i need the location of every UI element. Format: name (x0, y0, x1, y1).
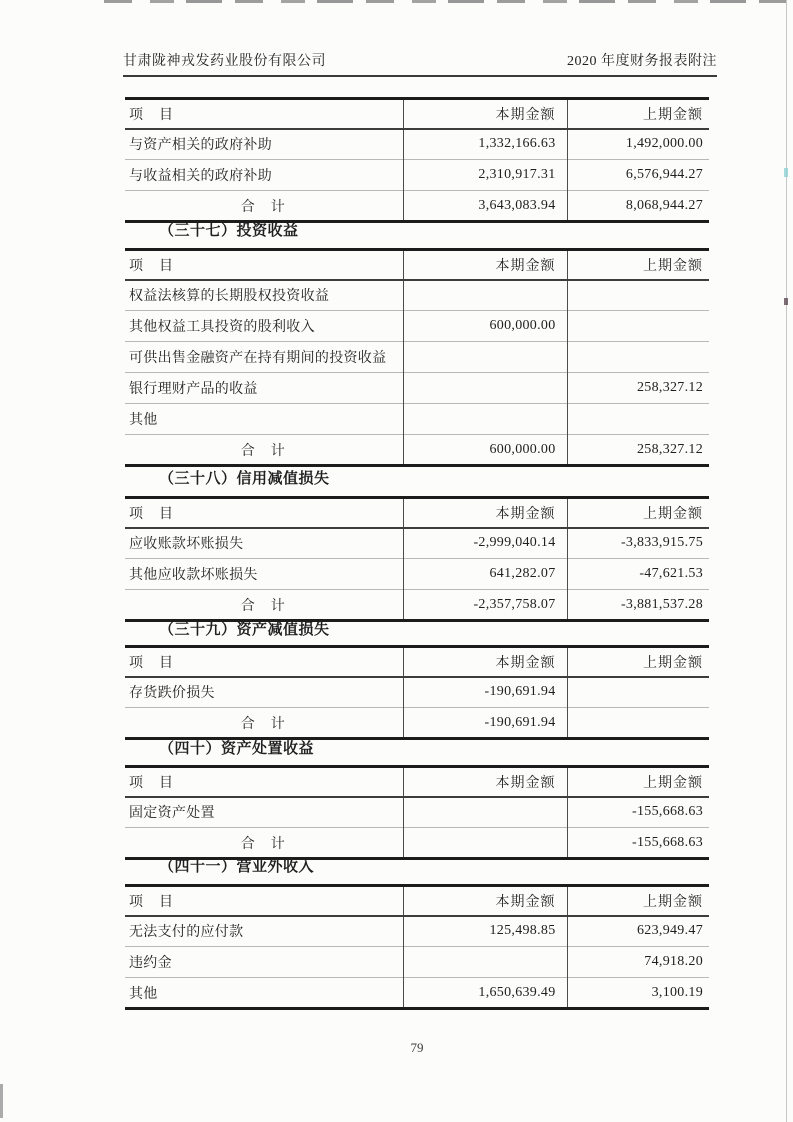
current-amount-cell: -190,691.94 (403, 677, 567, 708)
prior-amount-cell: 3,100.19 (567, 978, 709, 1009)
prior-amount-cell: 8,068,944.27 (567, 191, 709, 222)
current-amount-cell: 600,000.00 (403, 311, 567, 342)
table-row (125, 160, 709, 191)
current-amount-cell: -2,999,040.14 (403, 528, 567, 559)
table-header-row (125, 250, 709, 280)
col-header-item: 项 目 (125, 886, 403, 916)
table-header-row (125, 886, 709, 916)
table-asset-impairment-loss (125, 645, 709, 740)
prior-amount-cell: 623,949.47 (567, 916, 709, 947)
current-amount-cell: -2,357,758.07 (403, 590, 567, 621)
col-header-prior: 上期金额 (567, 498, 709, 528)
table-asset-disposal-income (125, 765, 709, 860)
current-amount-cell (403, 828, 567, 859)
col-header-current: 本期金额 (403, 767, 567, 797)
table-row (125, 559, 709, 590)
current-amount-cell (403, 947, 567, 978)
item-cell: 合 计 (125, 435, 403, 466)
scan-artifact-top-dashes (104, 0, 793, 3)
total-row (125, 708, 709, 739)
item-cell: 应收账款坏账损失 (129, 537, 244, 553)
table-row (125, 528, 709, 559)
current-amount-cell (403, 404, 567, 435)
table-row (125, 797, 709, 828)
prior-amount-cell: 6,576,944.27 (567, 160, 709, 191)
prior-amount-cell: 1,492,000.00 (567, 129, 709, 160)
col-header-prior: 上期金额 (567, 99, 709, 129)
col-header-prior: 上期金额 (567, 647, 709, 677)
prior-amount-cell: -155,668.63 (567, 797, 709, 828)
prior-amount-cell (567, 311, 709, 342)
prior-amount-cell (567, 677, 709, 708)
current-amount-cell (403, 280, 567, 311)
scan-artifact-bottom-left (0, 1084, 3, 1118)
table-header-row (125, 647, 709, 677)
col-header-item: 项 目 (125, 498, 403, 528)
col-header-item: 项 目 (125, 99, 403, 129)
item-cell: 无法支付的应付款 (129, 925, 244, 941)
item-cell: 合 计 (125, 191, 403, 222)
prior-amount-cell: -155,668.63 (567, 828, 709, 859)
col-header-item: 项 目 (125, 250, 403, 280)
total-row (125, 191, 709, 222)
current-amount-cell (403, 797, 567, 828)
prior-amount-cell: 258,327.12 (567, 435, 709, 466)
item-cell: 固定资产处置 (129, 806, 215, 822)
section-heading-asset-impairment-loss: （三十九）资产减值损失 (159, 622, 330, 638)
current-amount-cell: 600,000.00 (403, 435, 567, 466)
item-cell: 合 计 (125, 828, 403, 859)
company-name: 甘肃陇神戎发药业股份有限公司 (123, 54, 326, 69)
item-cell: 违约金 (125, 947, 403, 978)
current-amount-cell: 125,498.85 (403, 916, 567, 947)
current-amount-cell: 1,650,639.49 (403, 978, 567, 1009)
scan-artifact-speck (784, 168, 788, 177)
prior-amount-cell: -47,621.53 (567, 559, 709, 590)
current-amount-cell: 641,282.07 (403, 559, 567, 590)
col-header-current: 本期金额 (403, 498, 567, 528)
table-row (125, 947, 709, 978)
table-row (125, 677, 709, 708)
section-heading-non-operating-income: （四十一）营业外收入 (159, 859, 315, 875)
col-header-item: 项 目 (125, 647, 403, 677)
table-row (125, 311, 709, 342)
item-cell: 存货跌价损失 (129, 686, 215, 702)
total-row (125, 590, 709, 621)
section-heading-credit-impairment-loss: （三十八）信用减值损失 (159, 471, 330, 487)
item-cell: 与资产相关的政府补助 (129, 138, 272, 154)
prior-amount-cell (567, 404, 709, 435)
table-row (125, 342, 709, 373)
col-header-current: 本期金额 (403, 99, 567, 129)
table-row (125, 373, 709, 404)
table-row (125, 129, 709, 160)
prior-amount-cell: -3,881,537.28 (567, 590, 709, 621)
table-government-grants (125, 97, 709, 223)
section-heading-asset-disposal-income: （四十）资产处置收益 (159, 741, 315, 757)
table-investment-income (125, 248, 709, 467)
col-header-item: 项 目 (125, 767, 403, 797)
total-row (125, 435, 709, 466)
col-header-prior: 上期金额 (567, 250, 709, 280)
table-row (125, 404, 709, 435)
prior-amount-cell (567, 280, 709, 311)
item-cell: 合 计 (125, 708, 403, 739)
prior-amount-cell: 258,327.12 (567, 373, 709, 404)
section-heading-investment-income: （三十七）投资收益 (159, 223, 299, 239)
prior-amount-cell (567, 708, 709, 739)
col-header-prior: 上期金额 (567, 767, 709, 797)
report-title: 2020 年度财务报表附注 (567, 54, 717, 69)
item-cell: 银行理财产品的收益 (125, 373, 403, 404)
col-header-prior: 上期金额 (567, 886, 709, 916)
current-amount-cell: 2,310,917.31 (403, 160, 567, 191)
current-amount-cell: 3,643,083.94 (403, 191, 567, 222)
item-cell: 其他 (125, 978, 403, 1009)
running-header (123, 50, 717, 77)
prior-amount-cell: -3,833,915.75 (567, 528, 709, 559)
table-header-row (125, 99, 709, 129)
prior-amount-cell: 74,918.20 (567, 947, 709, 978)
scan-artifact-speck (784, 298, 788, 305)
item-cell: 合 计 (125, 590, 403, 621)
col-header-current: 本期金额 (403, 886, 567, 916)
table-credit-impairment-loss (125, 496, 709, 622)
table-header-row (125, 498, 709, 528)
table-non-operating-income (125, 884, 709, 1010)
table-row (125, 916, 709, 947)
item-cell: 其他 (125, 404, 403, 435)
item-cell: 其他应收款坏账损失 (125, 559, 403, 590)
page-number: 79 (410, 1040, 424, 1055)
total-row (125, 828, 709, 859)
prior-amount-cell (567, 342, 709, 373)
item-cell: 其他权益工具投资的股利收入 (125, 311, 403, 342)
table-row (125, 280, 709, 311)
current-amount-cell (403, 342, 567, 373)
table-row (125, 978, 709, 1009)
current-amount-cell (403, 373, 567, 404)
col-header-current: 本期金额 (403, 647, 567, 677)
item-cell: 权益法核算的长期股权投资收益 (129, 289, 330, 305)
item-cell: 与收益相关的政府补助 (125, 160, 403, 191)
current-amount-cell: 1,332,166.63 (403, 129, 567, 160)
item-cell: 可供出售金融资产在持有期间的投资收益 (125, 342, 403, 373)
col-header-current: 本期金额 (403, 250, 567, 280)
current-amount-cell: -190,691.94 (403, 708, 567, 739)
table-header-row (125, 767, 709, 797)
